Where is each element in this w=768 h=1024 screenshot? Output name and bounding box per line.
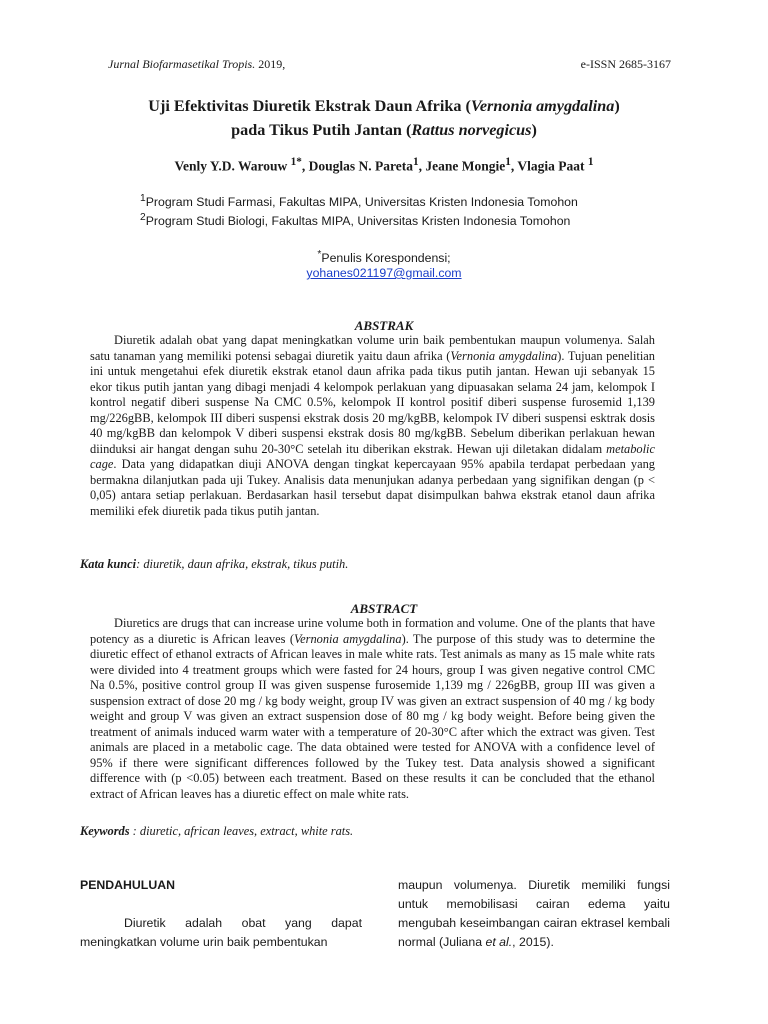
affiliation-2: $^2$Program Studi Biologi, Fakultas MIPA, Universitas Kristen Indonesia Tomohon bbox=[140, 212, 571, 229]
abstrak-text: Diuretik adalah obat yang dapat meningkatkan volume urin baik pembentukan maupun volumenya. Salah satu tanaman yang memiliki potensi sebagai diuretik yaitu daun afrika (Vernonia amygdalina). Tujuan penelitian ini untuk mengetahui efek diuretik ekstrak etanol daun afrika pada tikus putih jantan. Hewan uji sebanyak 15 ekor tikus putih jantan yang dibagi menjadi 4 kelompok perlakuan yang dipuasakan selama 24 jam, kelompok I kontrol negatif diberi suspense Na CMC 0.5%, kelompok II kontrol positif diberi suspense furosemid 1,139 mg/226gBB, kelompok III diberi suspensi ekstrak dosis 20 mg/kgBB, kelompok IV diberi suspensi esktrak dosis 40 mg/kgBB dan kelompok V diberi suspensi ekstrak dosis 80 mg/kgBB. Sebelum diberikan perlakuan hewan diinduksi air hangat dengan suhu 20-30°C setelah itu diberikan ekstrak. Hewan uji diletakan didalam metabolic cage. Data yang didapatkan diuji ANOVA dengan tingkat kepercayaan 95% apabila terdapat perbedaan yang bermakna dilanjutkan pada uji Tukey. Analisis data menunjukan adanya perbedaan yang signifikan dengan (p < 0,05) antara setiap perlakuan. Berdasarkan hasil tersebut dapat disimpulkan bahwa ekstrak etanol daun afrika memiliki efek diuretik pada tikus putih jantan. bbox=[90, 333, 655, 518]
title-line-1: Uji Efektivitas Diuretik Ekstrak Daun Afrika (Vernonia amygdalina) bbox=[148, 97, 620, 115]
body-right-column: maupun volumenya. Diuretik memiliki fungsi untuk memobilisasi cairan edema yaitu mengubah keseimbangan cairan ektrasel kembali normal (Juliana et al., 2015). bbox=[398, 878, 670, 949]
abstract-heading: ABSTRACT bbox=[350, 601, 418, 616]
abstrak-heading: ABSTRAK bbox=[354, 318, 414, 333]
running-header bbox=[108, 57, 671, 72]
pendahuluan-paragraph: Diuretik adalah obat yang dapat meningkatkan volume urin baik pembentukan bbox=[80, 916, 362, 949]
affiliation-1: $^1$Program Studi Farmasi, Fakultas MIPA, Universitas Kristen Indonesia Tomohon bbox=[140, 193, 578, 210]
kata-kunci: Kata kunci: diuretik, daun afrika, ekstrak, tikus putih. bbox=[80, 557, 349, 571]
abstract-text: Diuretics are drugs that can increase urine volume both in formation and volume. One of the plants that have potency as a diuretic is African leaves (Vernonia amygdalina). The purpose of this study was to determine the diuretic effect of ethanol extracts of African leaves in male white rats. Test animals as many as 15 male white rats were divided into 4 treatment groups which were fasted for 24 hours, group I was given negative control CMC Na 0.5%, positive control group II was given suspense furosemide 1,139 mg / 226gBB, group III was given a suspension extract of dose 20 mg / kg body weight, group IV was given an extract suspension of 40 mg / kg body weight and group V was given an extract suspension dose of 80 mg / kg body weight. Before being given the treatment of animals induced warm water with a temperature of 20-30°C after which the extract was given. Test animals are placed in a metabolic cage. The data obtained were tested for ANOVA with a confidence level of 95% if there were significant differences followed by the Tukey test. Data analysis showed a significant difference with (p <0.05) between each treatment. Based on these results it can be concluded that the ethanol extract of African leaves has a diuretic effect on male white rats. bbox=[90, 616, 655, 801]
title-line-2: pada Tikus Putih Jantan (Rattus norvegicus) bbox=[231, 121, 537, 139]
journal-citation: Jurnal Biofarmasetikal Tropis. 2019, bbox=[108, 57, 286, 71]
email-link[interactable]: yohanes021197@gmail.com bbox=[306, 266, 462, 280]
correspondence-label: *Penulis Korespondensi; bbox=[317, 249, 451, 266]
pendahuluan-heading: PENDAHULUAN bbox=[80, 878, 175, 892]
correspondence-email-line bbox=[0, 266, 768, 280]
paper-title bbox=[60, 94, 708, 142]
body-left-column bbox=[80, 876, 362, 952]
issn: e-ISSN 2685-3167 bbox=[580, 57, 671, 71]
author-list: Venly Y.D. Warouw $^{1*}$, Douglas N. Pareta$^1$, Jeane Mongie$^1$, Vlagia Paat $^1$ bbox=[174, 156, 594, 174]
keywords: Keywords : diuretic, african leaves, extract, white rats. bbox=[80, 824, 354, 838]
